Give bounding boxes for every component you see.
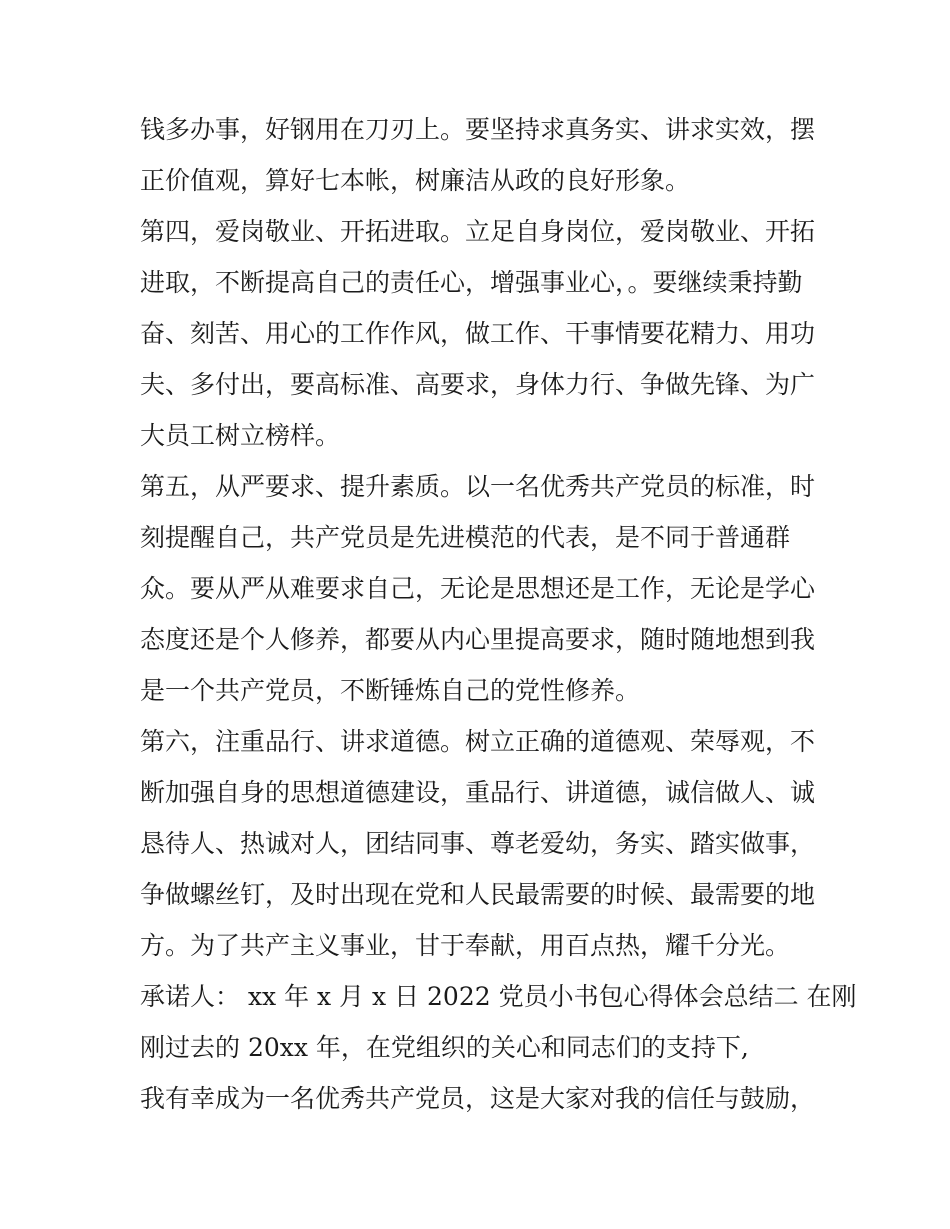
text-line: 争做螺丝钉，及时出现在党和人民最需要的时候、最需要的地 [140, 880, 816, 909]
text-line: 众。要从严从难要求自己，无论是思想还是工作，无论是学心 [140, 574, 816, 603]
text-line: 夫、多付出，要高标准、高要求，身体力行、争做先锋、为广 [140, 370, 816, 399]
text-line: 第四，爱岗敬业、开拓进取。立足自身岗位，爱岗敬业、开拓 [140, 217, 816, 246]
text-line: 刻提醒自己，共产党员是先进模范的代表，是不同于普通群 [140, 523, 791, 552]
text-line: 第五，从严要求、提升素质。以一名优秀共产党员的标准，时 [140, 472, 816, 501]
text-line: 我有幸成为一名优秀共产党员，这是大家对我的信任与鼓励， [140, 1084, 816, 1113]
text-line: 大员工树立榜样。 [140, 421, 341, 450]
text-line: 刚过去的 20xx 年，在党组织的关心和同志们的支持下, [140, 1033, 749, 1062]
text-line: 正价值观，算好七本帐，树廉洁从政的良好形象。 [140, 166, 691, 195]
text-line: 断加强自身的思想道德建设，重品行、讲道德，诚信做人、诚 [140, 778, 816, 807]
text-line: 奋、刻苦、用心的工作作风，做工作、干事情要花精力、用功 [140, 319, 816, 348]
text-line: 方。为了共产主义事业，甘于奉献，用百点热，耀千分光。 [140, 931, 791, 960]
document-body [140, 104, 857, 1124]
text-line: 恳待人、热诚对人，团结同事、尊老爱幼，务实、踏实做事， [140, 829, 816, 858]
text-line: 钱多办事，好钢用在刀刃上。要坚持求真务实、讲求实效，摆 [140, 115, 816, 144]
text-line: 第六，注重品行、讲求道德。树立正确的道德观、荣辱观，不 [140, 727, 816, 756]
text-line: 是一个共产党员，不断锤炼自己的党性修养。 [140, 676, 641, 705]
text-line: 进取，不断提高自己的责任心，增强事业心，。要继续秉持勤 [140, 268, 803, 297]
text-line: 承诺人： xx 年 x 月 x 日 2022 党员小书包心得体会总结二 在刚 [140, 982, 857, 1011]
text-line: 态度还是个人修养，都要从内心里提高要求，随时随地想到我 [140, 625, 816, 654]
